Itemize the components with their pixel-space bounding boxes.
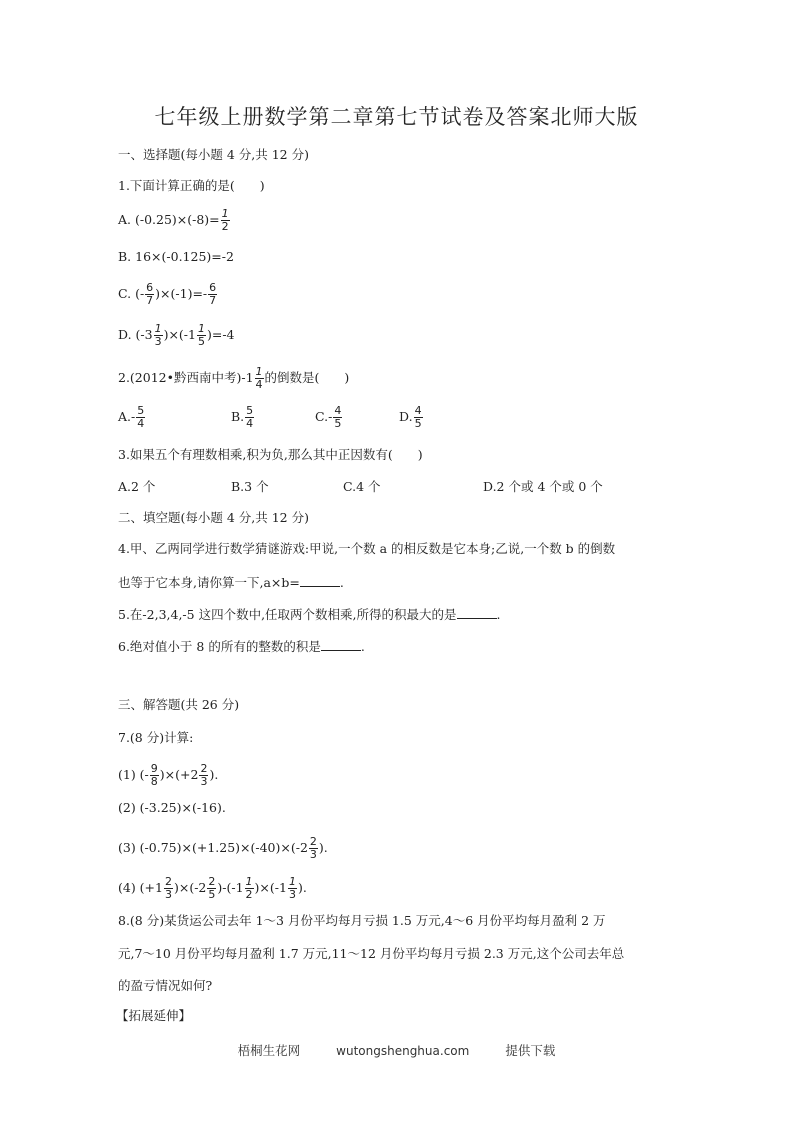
question-7-part-2: (2) (-3.25)×(-16). <box>118 800 226 815</box>
fraction: $\frac{1}{5}$ <box>197 322 205 348</box>
fraction: $\frac{2}{5}$ <box>208 875 216 901</box>
page-footer <box>0 1041 793 1059</box>
fraction: $\frac{1}{4}$ <box>255 365 263 391</box>
question-2-option-a: A.- $\frac{5}{4}$ <box>118 404 145 430</box>
question-7-part-4: (4) (+1 $\frac{2}{3}$ )×(-2 $\frac{2}{5}$ )-(-1 $\frac{1}{2}$ )×(-1 $\frac{1}{3}$ ). <box>118 875 307 901</box>
question-1-option-a: A. (-0.25)×(-8)= $\frac{1}{2}$ <box>118 207 229 233</box>
question-3-option-a: A.2 个 <box>118 479 156 494</box>
fraction: $\frac{4}{5}$ <box>334 404 342 430</box>
question-2-option-c: C.- $\frac{4}{5}$ <box>315 404 342 430</box>
fraction: $\frac{6}{7}$ <box>209 281 217 307</box>
fraction: $\frac{1}{3}$ <box>154 322 162 348</box>
fraction: $\frac{2}{3}$ <box>164 875 172 901</box>
footer-note: 提供下载 <box>505 1043 556 1058</box>
question-2-option-b: B. $\frac{5}{4}$ <box>231 404 254 430</box>
question-2-option-d: D. $\frac{4}{5}$ <box>399 404 422 430</box>
section-heading-choice: 一、选择题(每小题 4 分,共 12 分) <box>118 147 309 162</box>
question-1-option-d: D. (-3 $\frac{1}{3}$ )×(-1 $\frac{1}{5}$ )=-4 <box>118 322 235 348</box>
fraction: $\frac{4}{5}$ <box>414 404 422 430</box>
page-title: 七年级上册数学第二章第七节试卷及答案北师大版 <box>154 105 639 129</box>
question-7-part-1: (1) (- $\frac{9}{8}$ )×(+2 $\frac{2}{3}$ ). <box>118 762 219 788</box>
fraction: $\frac{1}{3}$ <box>288 875 296 901</box>
fraction: $\frac{1}{2}$ <box>245 875 253 901</box>
fraction: $\frac{1}{2}$ <box>221 207 229 233</box>
question-7-stem: 7.(8 分)计算: <box>118 730 194 745</box>
answer-blank[interactable] <box>457 606 497 619</box>
fraction: $\frac{2}{3}$ <box>309 835 317 861</box>
answer-blank[interactable] <box>300 574 340 587</box>
section-heading-solve: 三、解答题(共 26 分) <box>118 697 240 712</box>
question-2-stem: 2.(2012•黔西南中考)-1 $\frac{1}{4}$ 的倒数是( ) <box>118 365 350 391</box>
question-8-line-3: 的盈亏情况如何? <box>118 978 213 993</box>
fraction: $\frac{5}{4}$ <box>137 404 145 430</box>
fraction: $\frac{9}{8}$ <box>150 762 158 788</box>
question-1-option-c: C. (- $\frac{6}{7}$ )×(-1)=- $\frac{6}{7}$ <box>118 281 217 307</box>
question-7-part-3: (3) (-0.75)×(+1.25)×(-40)×(-2 $\frac{2}{3}$ ). <box>118 835 328 861</box>
question-8-line-2: 元,7～10 月份平均每月盈利 1.7 万元,11～12 月份平均每月亏损 2.3 万元,这个公司去年总 <box>118 946 625 961</box>
question-8-line-1: 8.(8 分)某货运公司去年 1～3 月份平均每月亏损 1.5 万元,4～6 月份平均每月盈利 2 万 <box>118 913 606 928</box>
fraction: $\frac{6}{7}$ <box>146 281 154 307</box>
question-1-stem: 1.下面计算正确的是( ) <box>118 178 265 193</box>
section-heading-fill-in: 二、填空题(每小题 4 分,共 12 分) <box>118 510 309 525</box>
question-1-option-b: B. 16×(-0.125)=-2 <box>118 249 234 264</box>
question-5: 5.在-2,3,4,-5 这四个数中,任取两个数相乘,所得的积最大的是 . <box>118 607 501 622</box>
question-3-stem: 3.如果五个有理数相乘,积为负,那么其中正因数有( ) <box>118 447 423 462</box>
section-heading-extension: 【拓展延伸】 <box>116 1008 192 1023</box>
question-4-line-2: 也等于它本身,请你算一下,a×b= . <box>118 575 344 590</box>
question-4-line-1: 4.甲、乙两同学进行数学猜谜游戏:甲说,一个数 a 的相反数是它本身;乙说,一个数 b 的倒数 <box>118 541 616 556</box>
footer-url[interactable]: wutongshenghua.com <box>336 1044 470 1058</box>
fraction: $\frac{2}{3}$ <box>200 762 208 788</box>
fraction: $\frac{5}{4}$ <box>246 404 254 430</box>
question-6: 6.绝对值小于 8 的所有的整数的积是 . <box>118 639 365 654</box>
question-3-option-b: B.3 个 <box>231 479 269 494</box>
question-3-option-c: C.4 个 <box>343 479 381 494</box>
footer-site-name: 梧桐生花网 <box>237 1043 301 1058</box>
answer-blank[interactable] <box>321 638 361 651</box>
question-3-option-d: D.2 个或 4 个或 0 个 <box>483 479 603 494</box>
